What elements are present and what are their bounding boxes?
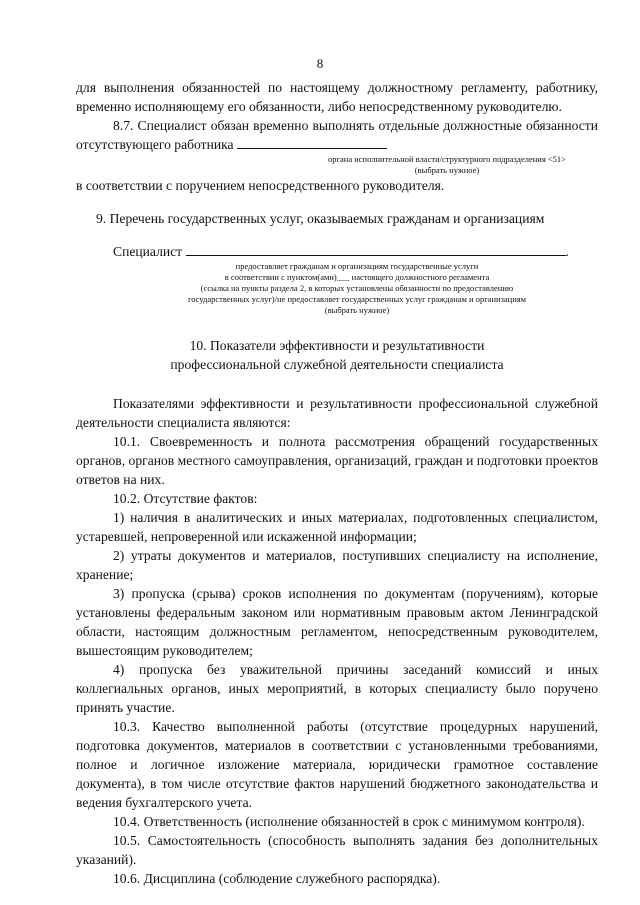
paragraph-10-4: 10.4. Ответственность (исполнение обязанностей в срок с минимумом контроля). [113, 814, 585, 829]
paragraph-10-5: 10.5. Самостоятельность (способность выполнять задания без дополнительных указаний). [76, 833, 598, 867]
paragraph-10-2-2: 2) утраты документов и материалов, поступивших специалисту на исполнение, хранение; [76, 548, 598, 582]
paragraph-8-7-end: в соответствии с поручением непосредственного руководителя. [76, 178, 445, 193]
note-9-b: в соответствии с пунктом(ами)___ настоящего должностного регламента [224, 272, 490, 282]
paragraph-continuation: для выполнения обязанностей по настоящему должностному регламенту, работнику, временно исполняющему его обязанности, либо непосредственному руководителю. [76, 80, 598, 114]
blank-line [186, 242, 566, 256]
note-8-7-b: (выбрать нужное) [414, 165, 480, 175]
note-9-e: (выбрать нужное) [324, 305, 390, 315]
section-10-heading-line2: профессиональной служебной деятельности специалиста [170, 357, 504, 372]
paragraph-10-2: 10.2. Отсутствие фактов: [113, 491, 258, 506]
section-10-heading-line1: 10. Показатели эффективности и результативности [189, 338, 485, 353]
paragraph-10-3: 10.3. Качество выполненной работы (отсутствие процедурных нарушений, подготовка документов, материалов в соответствии с установленными требованиями, полное и логичное изложение материала, юридически грамотное составление документа), в том числе отсутствие фактов нарушений бюджетного законодательства и ведения бухгалтерского учета. [76, 719, 598, 810]
specialist-label: Специалист [113, 244, 183, 259]
paragraph-10-2-3: 3) пропуска (срыва) сроков исполнения по документам (поручениям), которые установлены федеральным законом или нормативным правовым актом Ленинградской области, настоящим должностным регламентом, непосредственным руководителем, вышестоящим руководителем; [76, 586, 598, 658]
paragraph-8-7-text: 8.7. Специалист обязан временно выполнять отдельные должностные обязанности отсутствующего работника [76, 118, 598, 152]
specialist-line-end: . [565, 244, 569, 259]
section-9-heading: 9. Перечень государственных услуг, оказываемых гражданам и организациям [96, 211, 545, 226]
paragraph-10-2-1: 1) наличия в аналитических и иных материалах, подготовленных специалистом, устаревшей, непроверенной или искаженной информации; [76, 510, 598, 544]
paragraph-10-2-4: 4) пропуска без уважительной причины заседаний комиссий и иных коллегиальных органов, иных мероприятий, в которых специалисту было поручено принять участие. [76, 662, 598, 715]
note-9-c: (ссылка на пункты раздела 2, в которых установлены обязанности по предоставлению [200, 283, 514, 293]
blank-line [237, 135, 387, 149]
document-body [76, 78, 598, 888]
paragraph-10-1: 10.1. Своевременность и полнота рассмотрения обращений государственных органов, органов местного самоуправления, организаций, граждан и подготовки проектов ответов на них. [76, 434, 598, 487]
page-number: 8 [316, 56, 324, 71]
specialist-line [76, 242, 598, 261]
paragraph-10-6: 10.6. Дисциплина (соблюдение служебного распорядка). [113, 871, 441, 886]
paragraph-8-7 [76, 116, 598, 154]
note-9-d: государственных услуг)/не предоставляет государственных услуг гражданам и организациям [187, 294, 527, 304]
note-8-7-a: органа исполнительной власти/структурного подразделения <51> [328, 154, 566, 164]
paragraph-10-intro: Показателями эффективности и результативности профессиональной служебной деятельности специалиста являются: [76, 396, 598, 430]
note-9-a: предоставляет гражданам и организациям государственные услуги [235, 261, 479, 271]
